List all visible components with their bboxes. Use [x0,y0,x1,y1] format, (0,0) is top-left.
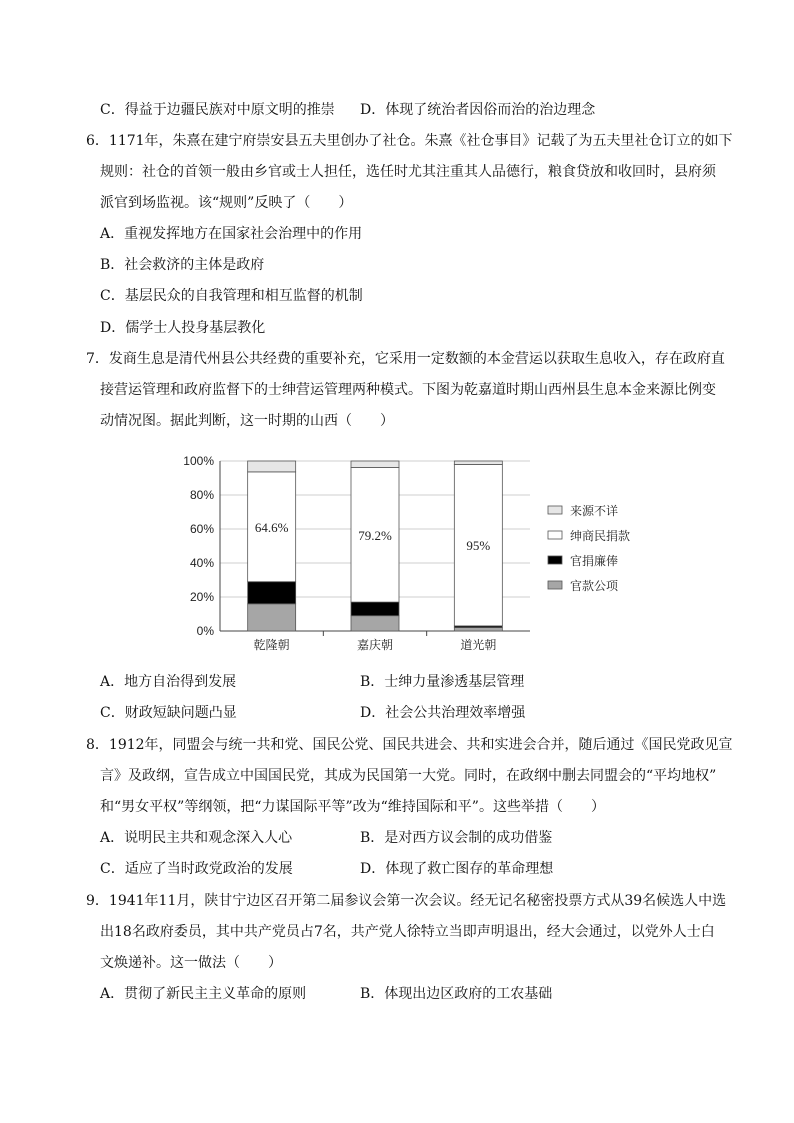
q7-option-a: A．地方自治得到发展 [100,674,237,690]
q6-option-d: D．儒学士人投身基层教化 [100,320,266,336]
bar-segment [248,604,296,631]
y-tick-label: 0% [196,624,214,638]
q6-option-b: B．社会救济的主体是政府 [100,257,265,273]
bar-segment [454,461,502,464]
legend-label: 官捐廉俸 [570,554,619,568]
y-tick-label: 20% [189,590,214,604]
q8-stem-line-2: 言》及政纲，宣告成立中国国民党，其成为民国第一大党。同时，在政纲中删去同盟会的“平均地权” [100,768,717,784]
q7-option-b: B．士绅力量渗透基层管理 [360,674,525,690]
stacked-bar-chart [170,448,650,660]
y-tick-label: 40% [189,556,214,570]
q6-option-c: C．基层民众的自我管理和相互监督的机制 [100,288,363,304]
bar-segment [454,628,502,631]
legend-label: 官款公项 [570,579,619,593]
q7-option-d: D．社会公共治理效率增强 [360,705,526,721]
legend-swatch [548,531,562,539]
q9-stem-line-3: 文焕递补。这一做法（ ） [100,955,282,971]
q5-option-c: C．得益于边疆民族对中原文明的推崇 [100,102,335,118]
q8-stem-line-3: 和“男女平权”等纲领，把“力谋国际平等”改为“维持国际和平”。这些举措（ ） [100,799,605,815]
q8-option-b: B．是对西方议会制的成功借鉴 [360,830,553,846]
q7-stem-line-2: 接营运管理和政府监督下的士绅营运管理两种模式。下图为乾嘉道时期山西州县生息本金来源比例变 [100,382,716,398]
bar-segment [351,461,399,467]
q8-stem-line-1: 8．1912年，同盟会与统一共和党、国民公党、国民共进会、共和实进会合并，随后通过《国民党政见宣 [86,737,733,753]
q9-option-a: A．贯彻了新民主主义革命的原则 [100,986,307,1002]
q8-option-d: D．体现了救亡图存的革命理想 [360,861,554,877]
x-category-label: 乾隆朝 [253,638,290,652]
legend-swatch [548,581,562,589]
y-tick-label: 60% [189,522,214,536]
y-tick-label: 100% [183,454,214,468]
q7-stem-line-1: 7．发商生息是清代州县公共经费的重要补充，它采用一定数额的本金营运以获取生息收入，存在政府直 [86,351,725,367]
data-label: 64.6% [254,519,289,535]
q9-stem-line-1: 9．1941年11月，陕甘宁边区召开第二届参议会第一次会议。经无记名秘密投票方式从39名候选人中选 [86,893,727,909]
data-label: 95% [466,538,491,554]
q6-stem-line-3: 派官到场监视。该“规则”反映了（ ） [100,195,353,211]
q7-stem-line-3: 动情况图。据此判断，这一时期的山西（ ） [100,413,394,429]
legend-label: 绅商民捐款 [570,529,631,543]
bar-segment [248,582,296,604]
q8-option-a: A．说明民主共和观念深入人心 [100,830,293,846]
q6-stem-line-1: 6．1171年，朱熹在建宁府崇安县五夫里创办了社仓。朱熹《社仓事目》记载了为五夫里社仓订立的如下 [86,133,733,149]
y-tick-label: 80% [189,488,214,502]
q9-option-b: B．体现出边区政府的工农基础 [360,986,553,1002]
q7-option-c: C．财政短缺问题凸显 [100,705,237,721]
q5-option-d: D．体现了统治者因俗而治的治边理念 [360,102,596,118]
x-category-label: 嘉庆朝 [356,638,394,652]
bar-segment [351,602,399,616]
q6-stem-line-2: 规则：社仓的首领一般由乡官或士人担任，选任时尤其注重其人品德行，粮食贷放和收回时，县府须 [100,164,716,180]
q9-stem-line-2: 出18名政府委员，其中共产党员占7名，共产党人徐特立当即声明退出，经大会通过，以党外人士白 [100,924,715,940]
data-label: 79.2% [358,527,392,543]
legend-swatch [548,506,562,514]
legend-label: 来源不详 [570,504,619,518]
q8-option-c: C．适应了当时政党政治的发展 [100,861,293,877]
q6-option-a: A．重视发挥地方在国家社会治理中的作用 [100,226,363,242]
legend-swatch [548,556,562,564]
x-category-label: 道光朝 [460,638,497,652]
bar-segment [248,461,296,472]
bar-segment [351,616,399,631]
